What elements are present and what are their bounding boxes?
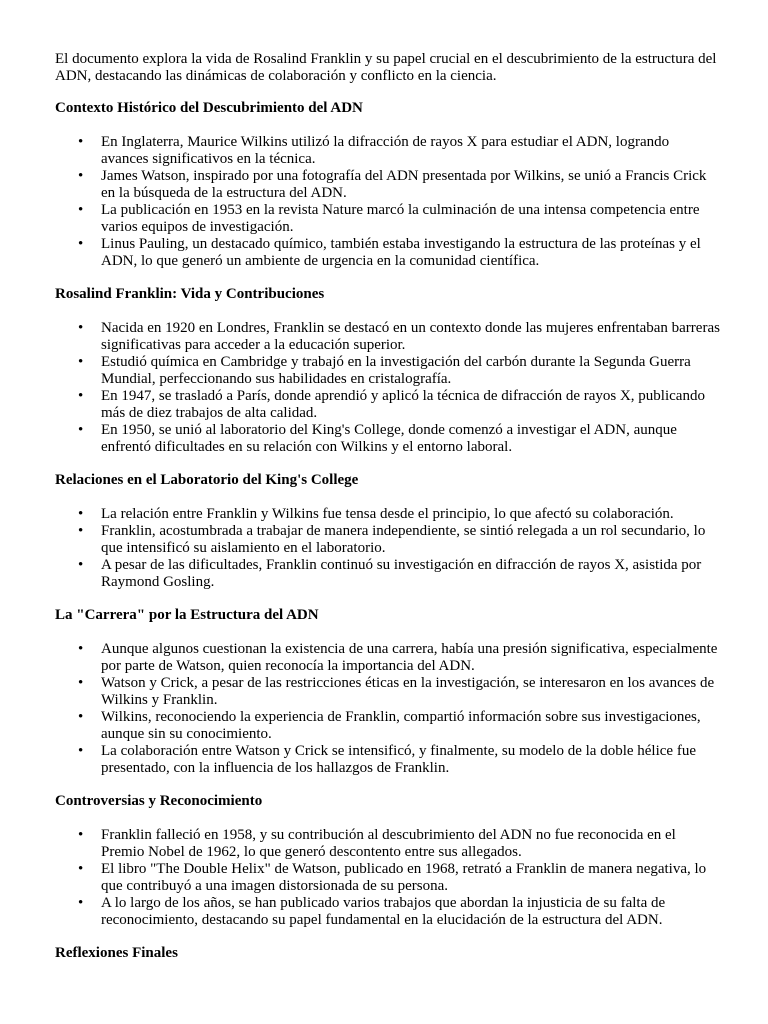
- section-final-reflections: [55, 945, 720, 962]
- list-item: • Linus Pauling, un destacado químico, también estaba investigando la estructura de las proteínas y el ADN, lo que generó un ambiente de urgencia en la comunidad científica.: [101, 236, 720, 270]
- section-heading: Controversias y Reconocimiento: [55, 793, 263, 809]
- list-item: • Nacida en 1920 en Londres, Franklin se destacó en un contexto donde las mujeres enfrentaban barreras significativas para acceder a la educación superior.: [101, 320, 720, 354]
- list-item: • Franklin falleció en 1958, y su contribución al descubrimiento del ADN no fue reconocida en el Premio Nobel de 1962, lo que generó descontento entre sus allegados.: [101, 827, 720, 861]
- section-heading: Reflexiones Finales: [55, 945, 178, 961]
- bullet-list: [55, 506, 720, 591]
- section-heading: Rosalind Franklin: Vida y Contribuciones: [55, 286, 325, 302]
- list-item: • En 1950, se unió al laboratorio del King's College, donde comenzó a investigar el ADN, aunque enfrentó dificultades en su relación con Wilkins y el entorno laboral.: [101, 422, 720, 456]
- list-item: • Watson y Crick, a pesar de las restricciones éticas en la investigación, se interesaron en los avances de Wilkins y Franklin.: [101, 675, 720, 709]
- list-item: • A lo largo de los años, se han publicado varios trabajos que abordan la injusticia de su falta de reconocimiento, destacando su papel fundamental en la elucidación de la estructura del ADN.: [101, 895, 720, 929]
- section-franklin-life: [55, 286, 720, 456]
- list-item: • La colaboración entre Watson y Crick se intensificó, y finalmente, su modelo de la doble hélice fue presentado, con la influencia de los hallazgos de Franklin.: [101, 743, 720, 777]
- section-heading: Contexto Histórico del Descubrimiento del ADN: [55, 100, 363, 116]
- list-item: • En Inglaterra, Maurice Wilkins utilizó la difracción de rayos X para estudiar el ADN, logrando avances significativos en la técnica.: [101, 134, 720, 168]
- list-item: • A pesar de las dificultades, Franklin continuó su investigación en difracción de rayos X, asistida por Raymond Gosling.: [101, 557, 720, 591]
- list-item: • James Watson, inspirado por una fotografía del ADN presentada por Wilkins, se unió a Francis Crick en la búsqueda de la estructura del ADN.: [101, 168, 720, 202]
- list-item: • Aunque algunos cuestionan la existencia de una carrera, había una presión significativa, especialmente por parte de Watson, quien reconocía la importancia del ADN.: [101, 641, 720, 675]
- list-item: • Wilkins, reconociendo la experiencia de Franklin, compartió información sobre sus investigaciones, aunque sin su conocimiento.: [101, 709, 720, 743]
- section-kings-college: [55, 472, 720, 591]
- list-item: • La publicación en 1953 en la revista Nature marcó la culminación de una intensa competencia entre varios equipos de investigación.: [101, 202, 720, 236]
- section-dna-race: [55, 607, 720, 777]
- list-item: • En 1947, se trasladó a París, donde aprendió y aplicó la técnica de difracción de rayos X, publicando más de diez trabajos de alta calidad.: [101, 388, 720, 422]
- list-item: • Estudió química en Cambridge y trabajó en la investigación del carbón durante la Segunda Guerra Mundial, perfeccionando sus habilidades en cristalografía.: [101, 354, 720, 388]
- section-controversies: [55, 793, 720, 929]
- list-item: • El libro "The Double Helix" de Watson, publicado en 1968, retrató a Franklin de manera negativa, lo que contribuyó a una imagen distorsionada de su persona.: [101, 861, 720, 895]
- intro-paragraph: El documento explora la vida de Rosalind Franklin y su papel crucial en el descubrimiento de la estructura del ADN, destacando las dinámicas de colaboración y conflicto en la ciencia.: [55, 51, 717, 84]
- list-item: • La relación entre Franklin y Wilkins fue tensa desde el principio, lo que afectó su colaboración.: [101, 506, 720, 523]
- section-heading: Relaciones en el Laboratorio del King's College: [55, 472, 359, 488]
- list-item: • Franklin, acostumbrada a trabajar de manera independiente, se sintió relegada a un rol secundario, lo que intensificó su aislamiento en el laboratorio.: [101, 523, 720, 557]
- section-historical-context: [55, 100, 720, 270]
- section-heading: La "Carrera" por la Estructura del ADN: [55, 607, 319, 623]
- bullet-list: [55, 134, 720, 270]
- bullet-list: [55, 320, 720, 456]
- bullet-list: [55, 827, 720, 929]
- bullet-list: [55, 641, 720, 777]
